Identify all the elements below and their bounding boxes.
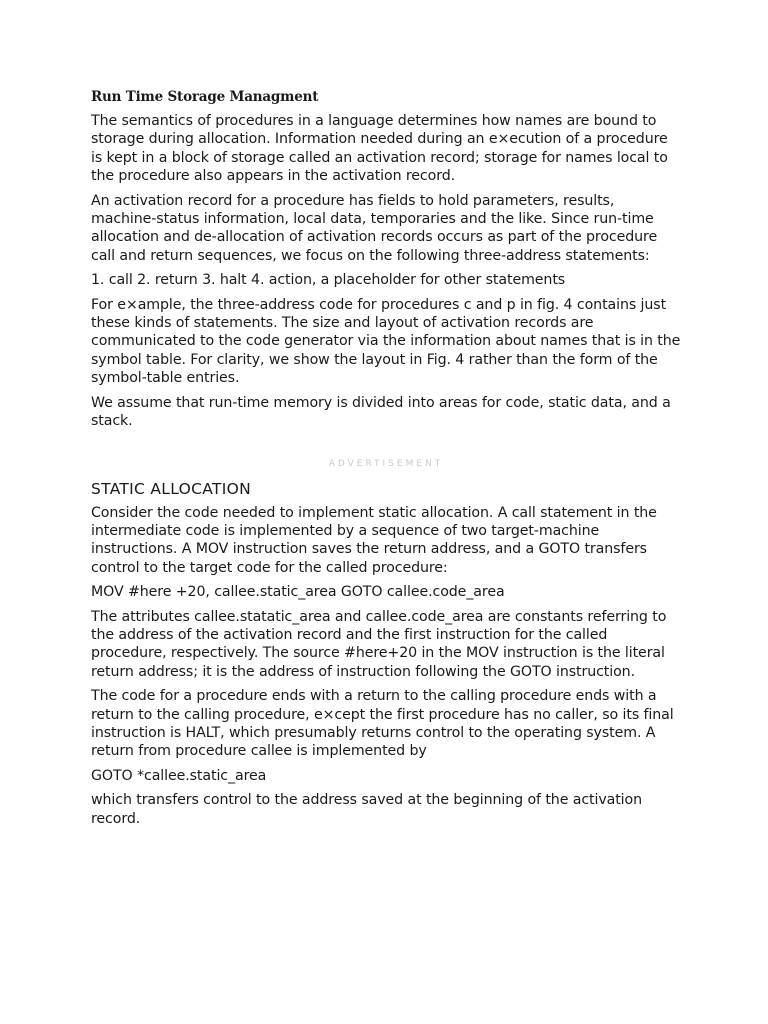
section-heading-static-allocation: STATIC ALLOCATION — [91, 479, 251, 498]
paragraph-activation-record: An activation record for a procedure has fields to hold parameters, results, machine-status information, local data, temporaries and the like. Since run-time allocation and de-allocation of activation records occurs as part of the procedure call and return sequences, we focus on the following three-address statements: — [91, 192, 658, 264]
paragraph-statement-list: 1. call 2. return 3. halt 4. action, a placeholder for other statements — [91, 272, 566, 289]
advertisement-label: ADVERTISEMENT — [328, 458, 444, 469]
paragraph-memory-areas: We assume that run-time memory is divided into areas for code, static data, and a stack. — [91, 394, 671, 430]
paragraph-mov-code: MOV #here +20, callee.static_area GOTO callee.code_area — [91, 584, 505, 601]
paragraph-attributes: The attributes callee.statatic_area and callee.code_area are constants referring to the address of the activation record and the first instruction for the called procedure, respectively. The source #here+20 in the MOV instruction is the literal return address; it is the address of instruction following the GOTO instruction. — [91, 608, 667, 680]
paragraph-return: The code for a procedure ends with a return to the calling procedure ends with a return to the calling procedure, e×cept the first procedure has no caller, so its final instruction is HALT, which presumably returns control to the operating system. A return from procedure callee is implemented by — [91, 688, 674, 760]
document-title: Run Time Storage Managment — [91, 89, 319, 105]
paragraph-transfer-control: which transfers control to the address saved at the beginning of the activation record. — [91, 792, 642, 827]
document-page — [91, 88, 681, 834]
paragraph-static-intro: Consider the code needed to implement static allocation. A call statement in the intermediate code is implemented by a sequence of two target-machine instructions. A MOV instruction saves the return address, and a GOTO transfers control to the target code for the called procedure: — [91, 504, 657, 576]
paragraph-semantics: The semantics of procedures in a language determines how names are bound to storage during allocation. Information needed during an e×ecution of a procedure is kept in a block of storage called an activation record; storage for names local to the procedure also appears in the activation record. — [91, 113, 668, 185]
paragraph-example: For e×ample, the three-address code for procedures c and p in fig. 4 contains just these kinds of statements. The size and layout of activation records are communicated to the code generator via the information about names that is in the symbol table. For clarity, we show the layout in Fig. 4 rather than the form of the symbol-table entries. — [91, 296, 681, 387]
paragraph-goto-code: GOTO *callee.static_area — [91, 767, 267, 784]
